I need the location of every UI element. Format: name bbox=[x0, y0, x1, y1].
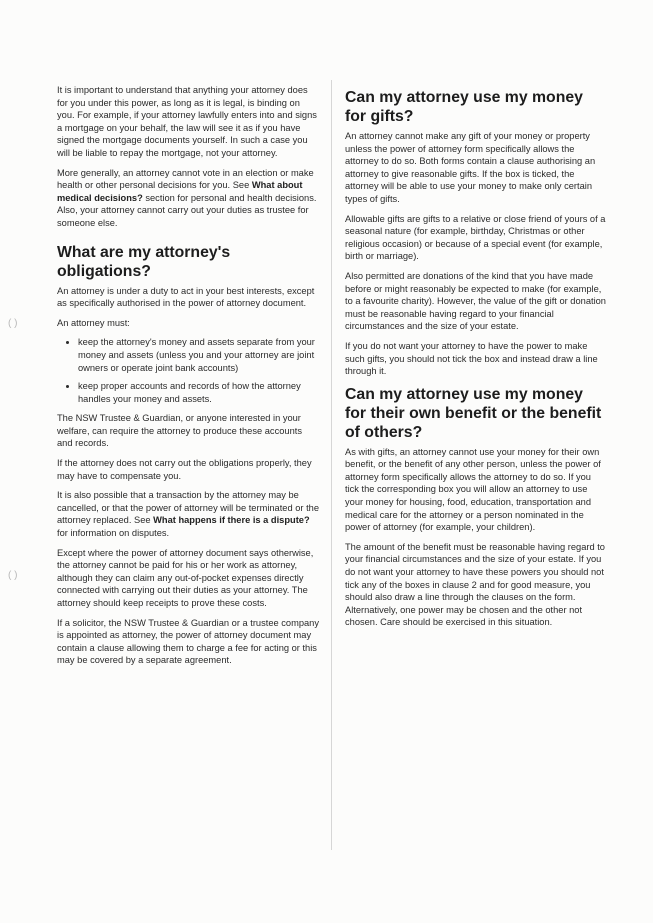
heading-obligations: What are my attorney's obligations? bbox=[57, 243, 231, 280]
cross-reference-medical: What about medical decisions? bbox=[57, 180, 303, 203]
paragraph: If you do not want your attorney to have the power to make such gifts, you should not tick the box and instead draw a line through it. bbox=[345, 340, 598, 377]
paragraph: It is important to understand that anything your attorney does for you under this power, as long as it is legal, is binding on you. For example, if your attorney lawfully enters into and signs a mortgage on your behalf, the law will see it as if you have signed the mortgage documents yourself. In such a case you will be liable to repay the mortgage, not your attorney. bbox=[57, 85, 317, 158]
paragraph: It is also possible that a transaction by the attorney may be cancelled, or that the power of attorney will be terminated or the attorney replaced. See What happens if there is a dispute? for information on disputes. bbox=[57, 490, 320, 539]
right-column bbox=[345, 88, 607, 636]
paragraph: The NSW Trustee & Guardian, or anyone interested in your welfare, can require the attorney to produce these accounts and records. bbox=[57, 413, 302, 449]
list-item: • keep proper accounts and records of how the attorney handles your money and assets. bbox=[78, 380, 319, 405]
paragraph: If the attorney does not carry out the obligations properly, they may have to compensate you. bbox=[57, 458, 312, 481]
paragraph: An attorney is under a duty to act in your best interests, except as specifically authorised in the power of attorney document. bbox=[57, 285, 315, 309]
punch-hole-icon: ( ) bbox=[8, 318, 18, 329]
heading-own-benefit: Can my attorney use my money for their own benefit or the benefit of others? bbox=[345, 385, 602, 441]
paragraph: Allowable gifts are gifts to a relative or close friend of yours of a seasonal nature (for example, birthday, Christmas or other religious occasion) or because of a special event (for example, birth or marriage). bbox=[345, 213, 606, 262]
obligations-list bbox=[57, 336, 319, 405]
paragraph: An attorney must: bbox=[57, 317, 130, 328]
paragraph: The amount of the benefit must be reasonable having regard to your financial circumstances and the size of your estate. If you do not want your attorney to have these powers you should not tick any of the boxes in clause 2 and for good measure, you should also draw a line through the clauses on the form. Alternatively, one power may be chosen and the other not chosen. Care should be exercised in this situation. bbox=[345, 541, 605, 628]
heading-gifts: Can my attorney use my money for gifts? bbox=[345, 89, 583, 125]
paragraph: An attorney cannot make any gift of your money or property unless the power of attorney form specifically allows the attorney to do so. Both forms contain a clause authorising an attorney to give reasonable gifts. If the box is ticked, the attorney will be able to use your money to make only certain types of gifts. bbox=[345, 131, 596, 204]
paragraph: Also permitted are donations of the kind that you have made before or might reasonably be expected to make (for example, to a favourite charity). However, the value of the gift or donation must be reasonable having regard to your financial circumstances and the size of your estate. bbox=[345, 270, 606, 332]
left-column bbox=[57, 84, 319, 674]
column-divider bbox=[331, 80, 332, 850]
list-item: • keep the attorney's money and assets separate from your money and assets (unless you and your attorney are joint owners or operate joint bank accounts) bbox=[78, 336, 319, 374]
cross-reference-dispute: What happens if there is a dispute? bbox=[153, 515, 310, 526]
paragraph: If a solicitor, the NSW Trustee & Guardian or a trustee company is appointed as attorney, the power of attorney document may contain a clause allowing them to charge a fee for acting or this may be covered by a separate agreement. bbox=[57, 617, 319, 666]
paragraph: Except where the power of attorney document says otherwise, the attorney cannot be paid for his or her work as attorney, although they can claim any out-of-pocket expenses directly connected with carrying out their duties as your attorney. The attorney should keep receipts to prove these costs. bbox=[57, 547, 314, 608]
punch-hole-icon: ( ) bbox=[8, 570, 18, 581]
paragraph: More generally, an attorney cannot vote in an election or make health or other personal decisions for you. See What about medical decisions? section for personal and health decisions. Also, your attorney cannot carry out your duties as trustee for someone else. bbox=[57, 167, 317, 228]
paragraph: As with gifts, an attorney cannot use your money for their own benefit, or the benefit of any other person, unless the power of attorney form specifically allows the attorney to do so. If you tick the corresponding box you will allow an attorney to use your money for housing, food, education, transportation and medical care for the attorney or a person nominated in the power of attorney (for example, your children). bbox=[345, 446, 601, 533]
